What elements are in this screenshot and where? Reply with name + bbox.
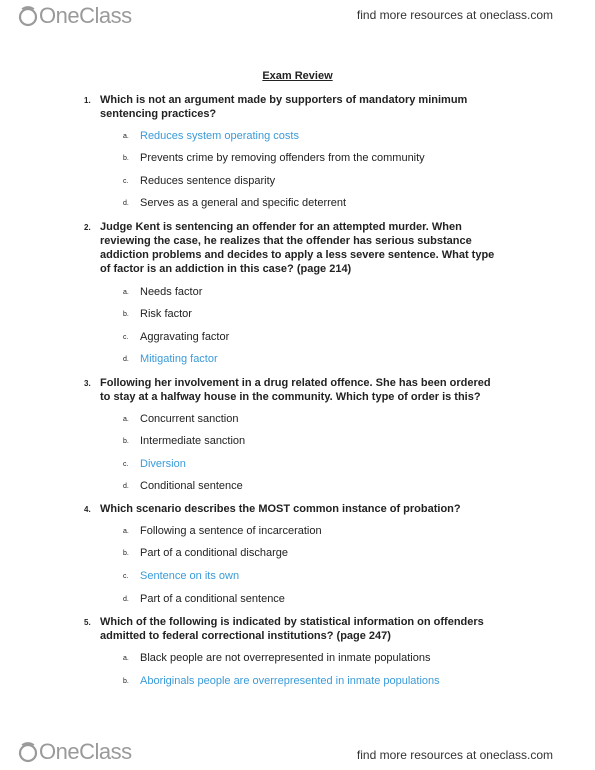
answer-option: [123, 196, 346, 211]
question-5: [84, 615, 499, 643]
option-letter: d.: [123, 596, 129, 603]
answer-option: [123, 330, 229, 345]
oneclass-logo[interactable]: [18, 3, 132, 29]
option-text: Reduces system operating costs: [140, 130, 299, 142]
option-letter: b.: [123, 678, 129, 685]
option-text: Risk factor: [140, 308, 192, 320]
option-text: Following a sentence of incarceration: [140, 525, 322, 537]
question-number: 1.: [84, 96, 91, 105]
question-1: [84, 93, 499, 121]
option-text: Aboriginals people are overrepresented in inmate populations: [140, 675, 440, 687]
option-text: Part of a conditional discharge: [140, 547, 288, 559]
answer-option: [123, 352, 218, 367]
oneclass-logo-icon: [18, 5, 38, 27]
page-title: Exam Review: [262, 70, 333, 82]
logo-text: OneClass: [39, 739, 132, 764]
question-text: Which of the following is indicated by statistical information on offenders admitted to federal correctional institutions? (page 247): [100, 616, 484, 642]
option-text: Aggravating factor: [140, 331, 230, 343]
option-letter: a.: [123, 655, 129, 662]
answer-option: [123, 592, 285, 607]
question-number: 5.: [84, 618, 91, 627]
answer-option: [123, 546, 288, 561]
question-number: 2.: [84, 223, 91, 232]
option-letter: b.: [123, 550, 129, 557]
answer-option: [123, 412, 238, 427]
question-number: 4.: [84, 505, 91, 514]
option-text: Conditional sentence: [140, 480, 243, 492]
header-tagline[interactable]: find more resources at oneclass.com: [356, 8, 553, 22]
option-text: Intermediate sanction: [140, 435, 246, 447]
question-text: Which scenario describes the MOST common instance of probation?: [100, 503, 461, 515]
option-text: Mitigating factor: [140, 353, 218, 365]
answer-option: [123, 674, 440, 689]
question-3: [84, 376, 499, 404]
option-letter: a.: [123, 416, 129, 423]
option-text: Needs factor: [140, 286, 203, 298]
option-text: Diversion: [140, 458, 186, 470]
option-letter: d.: [123, 200, 129, 207]
option-letter: c.: [123, 573, 129, 580]
footer-tagline[interactable]: find more resources at oneclass.com: [356, 748, 553, 762]
option-letter: d.: [123, 483, 129, 490]
option-text: Part of a conditional sentence: [140, 593, 285, 605]
question-text: Following her involvement in a drug related offence. She has been ordered to stay at a halfway house in the community. Which type of order is this?: [100, 377, 491, 403]
answer-option: [123, 307, 192, 322]
option-letter: a.: [123, 133, 129, 140]
option-letter: a.: [123, 289, 129, 296]
option-letter: c.: [123, 178, 129, 185]
answer-option: [123, 524, 322, 539]
answer-option: [123, 651, 430, 666]
option-text: Reduces sentence disparity: [140, 175, 276, 187]
answer-option: [123, 129, 299, 144]
answer-option: [123, 479, 243, 494]
answer-option: [123, 151, 425, 166]
question-text: Judge Kent is sentencing an offender for an attempted murder. When reviewing the case, he realizes that the offender has serious substance addiction problems and decides to apply a less severe sentence. What type of factor is an addiction in this case? (page 214): [100, 221, 495, 275]
option-text: Sentence on its own: [140, 570, 240, 582]
question-2: [84, 220, 499, 276]
logo-text: OneClass: [39, 3, 132, 28]
question-number: 3.: [84, 379, 91, 388]
answer-option: [123, 174, 275, 189]
question-text: Which is not an argument made by supporters of mandatory minimum sentencing practices?: [100, 94, 468, 120]
option-letter: a.: [123, 528, 129, 535]
option-letter: b.: [123, 311, 129, 318]
oneclass-logo-footer[interactable]: [18, 739, 132, 765]
answer-option: [123, 569, 239, 584]
answer-option: [123, 434, 245, 449]
option-letter: b.: [123, 438, 129, 445]
answer-option: [123, 285, 202, 300]
question-4: [84, 502, 499, 516]
option-letter: d.: [123, 356, 129, 363]
oneclass-logo-icon: [18, 741, 38, 763]
option-text: Prevents crime by removing offenders from the community: [140, 152, 425, 164]
option-letter: c.: [123, 334, 129, 341]
answer-option: [123, 457, 186, 472]
option-letter: b.: [123, 155, 129, 162]
option-text: Serves as a general and specific deterrent: [140, 197, 347, 209]
option-letter: c.: [123, 461, 129, 468]
option-text: Black people are not overrepresented in inmate populations: [140, 652, 431, 664]
option-text: Concurrent sanction: [140, 413, 239, 425]
